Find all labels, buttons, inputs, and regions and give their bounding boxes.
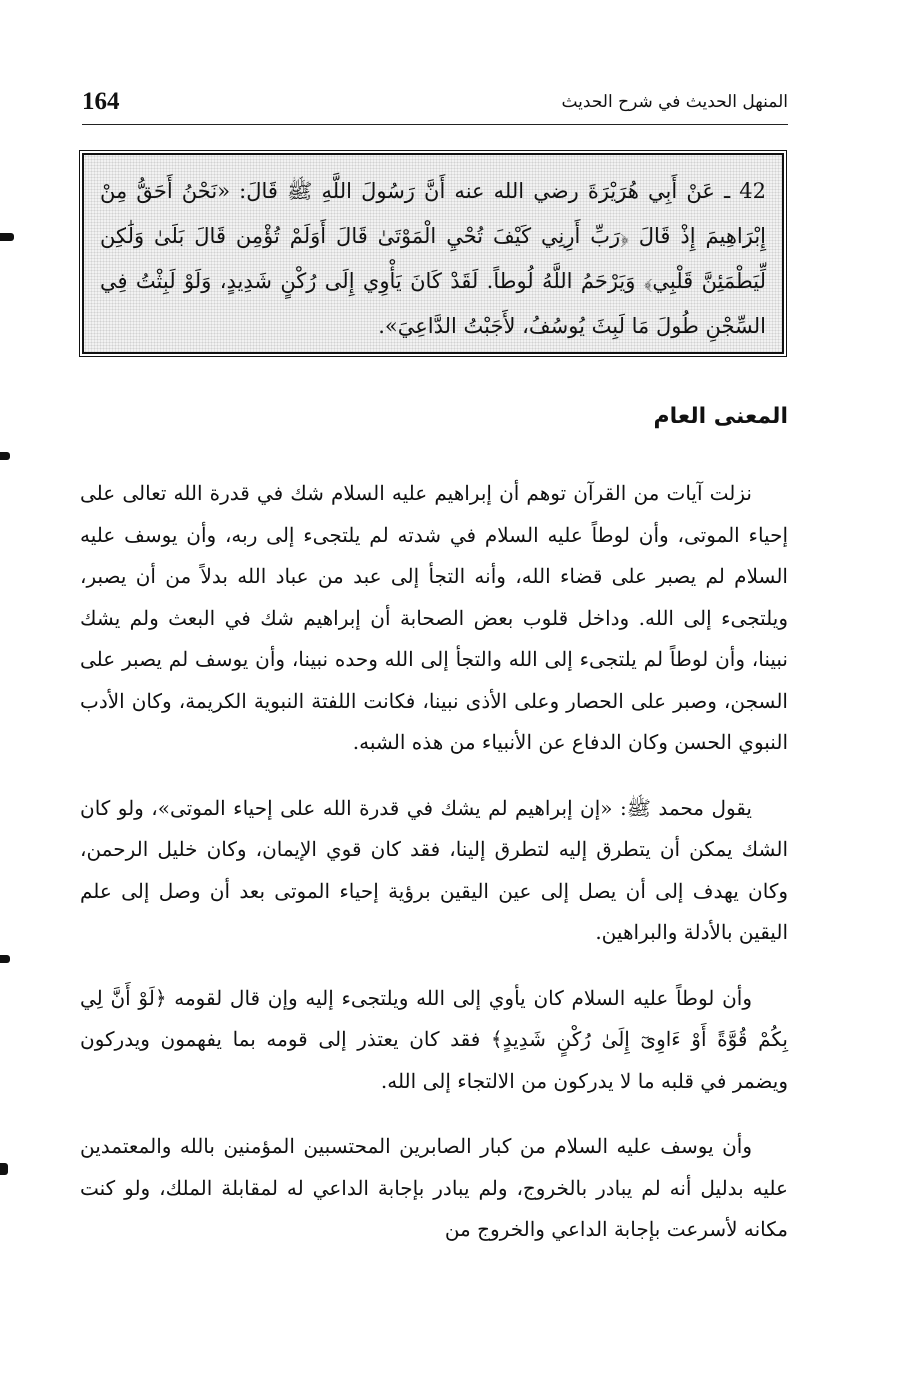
running-title: المنهل الحديث في شرح الحديث <box>561 92 788 112</box>
page-header <box>82 84 788 125</box>
paragraph-3: وأن لوطاً عليه السلام كان يأوي إلى الله ويلتجىء إليه وإن قال لقومه ﴿لَوْ أَنَّ لِي بِكُمْ قُوَّةً أَوْ ءَاوِىٓ إِلَىٰ رُكْنٍ شَدِيدٍ﴾ فقد كان يعتذر إلى قومه بما يفهمون ويدركون ويضمر في قلبه ما لا يدركون من الالتجاء إلى الله. <box>80 985 788 1093</box>
paragraph-1: نزلت آيات من القرآن توهم أن إبراهيم عليه السلام شك في قدرة الله تعالى على إحياء الموتى، وأن لوطاً عليه السلام في شدته لم يلتجىء إلى ربه، وأن يوسف عليه السلام لم يصبر على قضاء الله، وأنه التجأ إلى عبد من عباد الله بدلاً من أن يصبر، ويلتجىء إلى الله. وداخل قلوب بعض الصحابة أن إبراهيم شك في البعث ولم يشك نبينا، وأن لوطاً لم يلتجىء إلى الله والتجأ إلى الله وحده نبينا، وأن يوسف لم يصبر على السجن، وصبر على الحصار وعلى الأذى نبينا، فكانت اللفتة النبوية الكريمة، وكان الأدب النبوي الحسن وكان الدفاع عن الأنبياء من هذه الشبه. <box>80 481 788 754</box>
scan-edge-mark <box>0 955 10 963</box>
hadith-box <box>82 153 784 354</box>
scan-edge-mark <box>0 233 14 241</box>
paragraph-4: وأن يوسف عليه السلام من كبار الصابرين المحتسبين المؤمنين بالله والمعتمدين عليه بدليل أنه لم يبادر بالخروج، ولم يبادر بإجابة الداعي له لمقابلة الملك، ولو كنت مكانه لأسرعت بإجابة الداعي والخروج من <box>80 1134 788 1241</box>
body-text <box>80 473 788 1275</box>
hadith-text: 42 ـ عَنْ أَبِي هُرَيْرَةَ رضي الله عنه أَنَّ رَسُولَ اللَّهِ ﷺ قَالَ: «نَحْنُ أَحَقُّ مِنْ إِبْرَاهِيمَ إِذْ قَالَ ﴿رَبِّ أَرِنِي كَيْفَ تُحْيِ الْمَوْتَىٰ قَالَ أَوَلَمْ تُؤْمِن قَالَ بَلَىٰ وَلَٰكِن لِّيَطْمَئِنَّ قَلْبِي﴾ وَيَرْحَمُ اللَّهُ لُوطاً. لَقَدْ كَانَ يَأْوِي إِلَى رُكْنٍ شَدِيدٍ، وَلَوْ لَبِثْتُ فِي السِّجْنِ طُولَ مَا لَبِثَ يُوسُفُ، لأَجَبْتُ الدَّاعِيَ». <box>100 179 767 338</box>
scan-edge-mark <box>0 1163 8 1175</box>
paragraph-2: يقول محمد ﷺ: «إن إبراهيم لم يشك في قدرة الله على إحياء الموتى»، ولو كان الشك يمكن أن يتطرق إليه لتطرق إلينا، فقد كان قوي الإيمان، وكان خليل الرحمن، وكان يهدف إلى أن يصل إلى عين اليقين برؤية إحياء الموتى بعد أن وصل إلى علم اليقين بالأدلة والبراهين. <box>80 795 788 944</box>
scan-edge-mark <box>0 452 10 460</box>
section-heading: المعنى العام <box>653 404 788 429</box>
page-number: 164 <box>82 88 120 115</box>
